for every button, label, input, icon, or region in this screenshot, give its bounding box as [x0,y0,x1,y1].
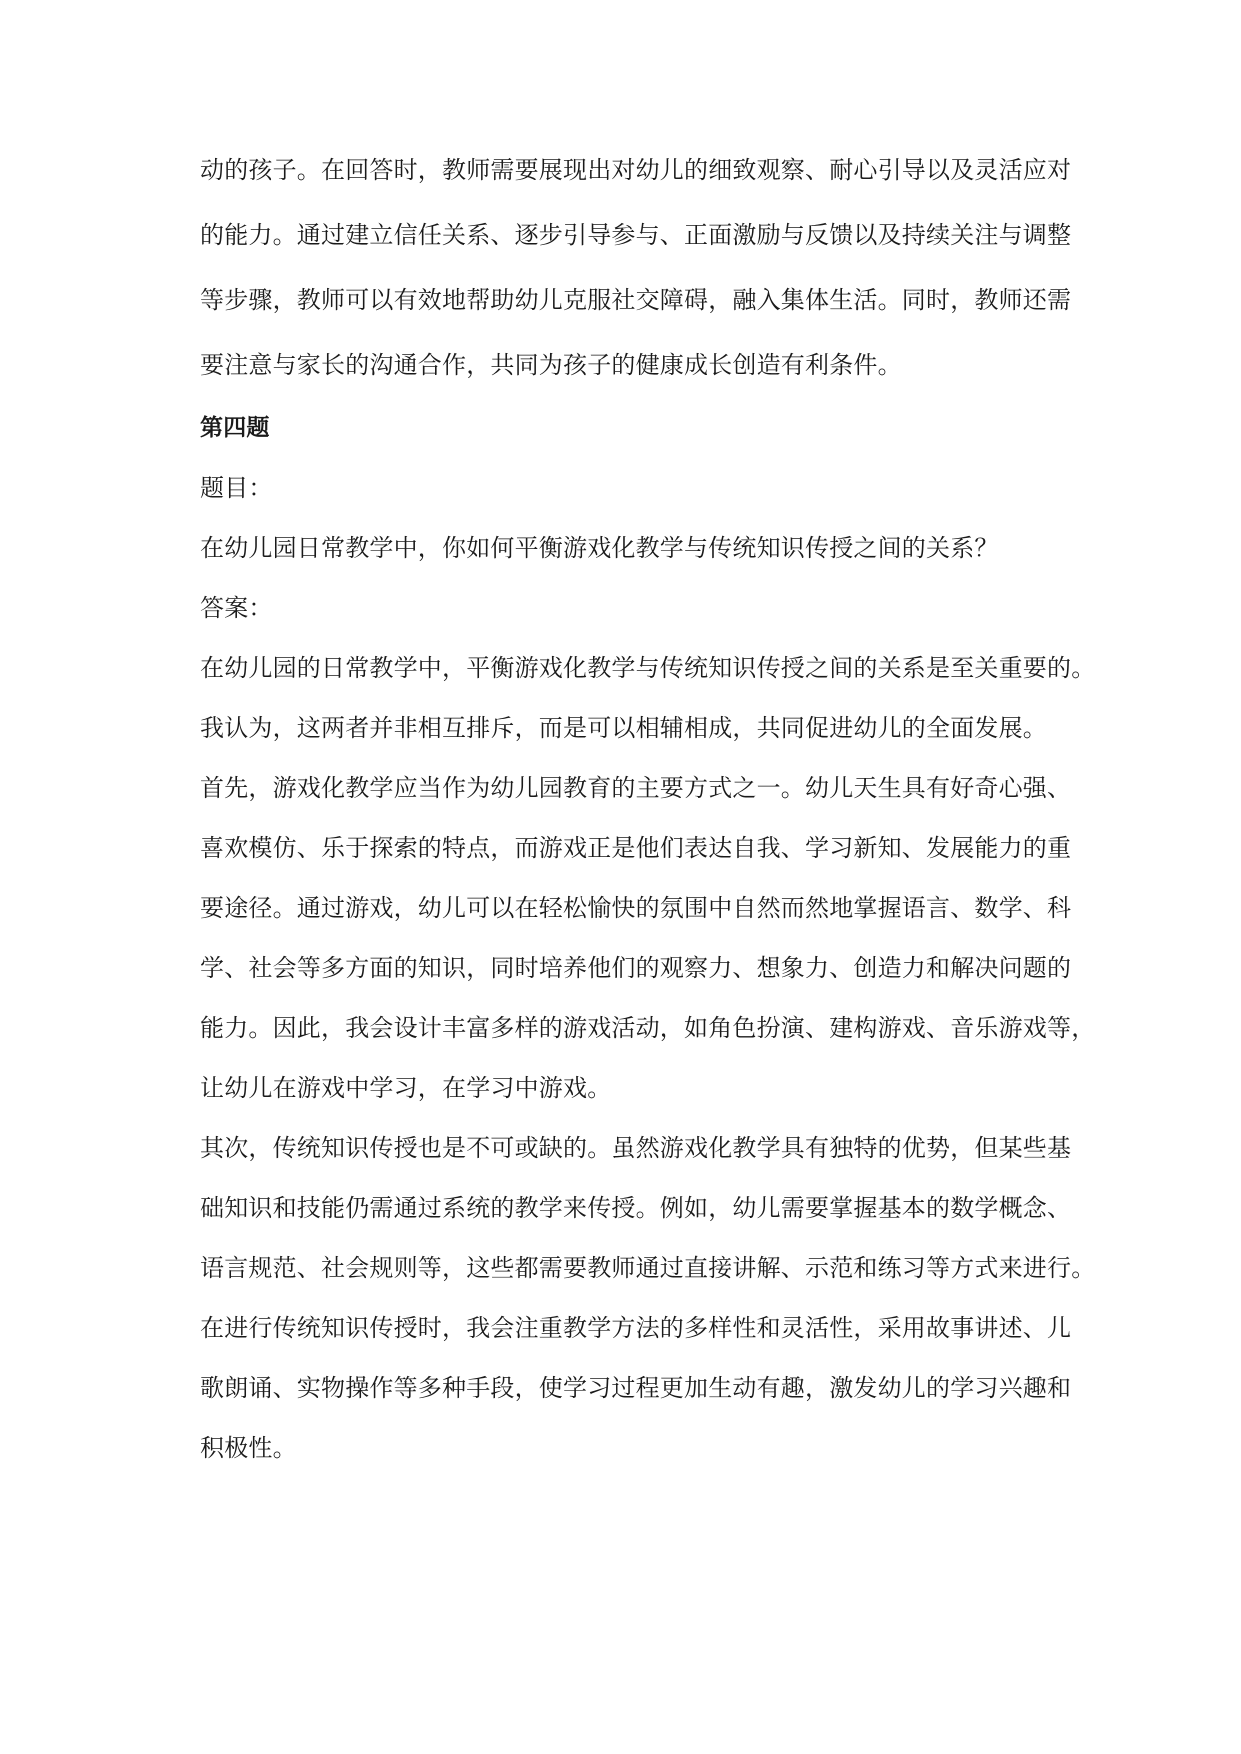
paragraph-line: 喜欢模仿、乐于探索的特点，而游戏正是他们表达自我、学习新知、发展能力的重 [200,834,1072,862]
paragraph-line: 语言规范、社会规则等，这些都需要教师通过直接讲解、示范和练习等方式来进行。 [200,1254,1096,1282]
paragraph-line: 其次，传统知识传授也是不可或缺的。虽然游戏化教学具有独特的优势，但某些基 [200,1134,1072,1162]
paragraph-line: 歌朗诵、实物操作等多种手段，使学习过程更加生动有趣，激发幼儿的学习兴趣和 [200,1374,1072,1402]
answer-label: 答案： [200,594,273,622]
paragraph-line: 让幼儿在游戏中学习，在学习中游戏。 [200,1074,612,1102]
paragraph-line: 积极性。 [200,1434,297,1462]
paragraph-line: 的能力。通过建立信任关系、逐步引导参与、正面激励与反馈以及持续关注与调整 [200,221,1072,249]
question-text: 在幼儿园日常教学中，你如何平衡游戏化教学与传统知识传授之间的关系？ [200,534,999,562]
paragraph-line: 动的孩子。在回答时，教师需要展现出对幼儿的细致观察、耐心引导以及灵活应对 [200,156,1072,184]
paragraph-line: 要注意与家长的沟通合作，共同为孩子的健康成长创造有利条件。 [200,351,902,379]
paragraph-line: 在幼儿园的日常教学中，平衡游戏化教学与传统知识传授之间的关系是至关重要的。 [200,654,1096,682]
document-body [200,138,1100,1478]
paragraph-line: 能力。因此，我会设计丰富多样的游戏活动，如角色扮演、建构游戏、音乐游戏等， [200,1014,1096,1042]
paragraph-line: 首先，游戏化教学应当作为幼儿园教育的主要方式之一。幼儿天生具有好奇心强、 [200,774,1072,802]
paragraph-line: 学、社会等多方面的知识，同时培养他们的观察力、想象力、创造力和解决问题的 [200,954,1072,982]
paragraph-line: 要途径。通过游戏，幼儿可以在轻松愉快的氛围中自然而然地掌握语言、数学、科 [200,894,1072,922]
question-label: 题目： [200,474,273,502]
paragraph-line: 础知识和技能仍需通过系统的教学来传授。例如，幼儿需要掌握基本的数学概念、 [200,1194,1072,1222]
paragraph-line: 等步骤，教师可以有效地帮助幼儿克服社交障碍，融入集体生活。同时，教师还需 [200,286,1072,314]
section-heading: 第四题 [200,415,270,441]
paragraph-line: 在进行传统知识传授时，我会注重教学方法的多样性和灵活性，采用故事讲述、儿 [200,1314,1072,1342]
paragraph-line: 我认为，这两者并非相互排斥，而是可以相辅相成，共同促进幼儿的全面发展。 [200,714,1047,742]
